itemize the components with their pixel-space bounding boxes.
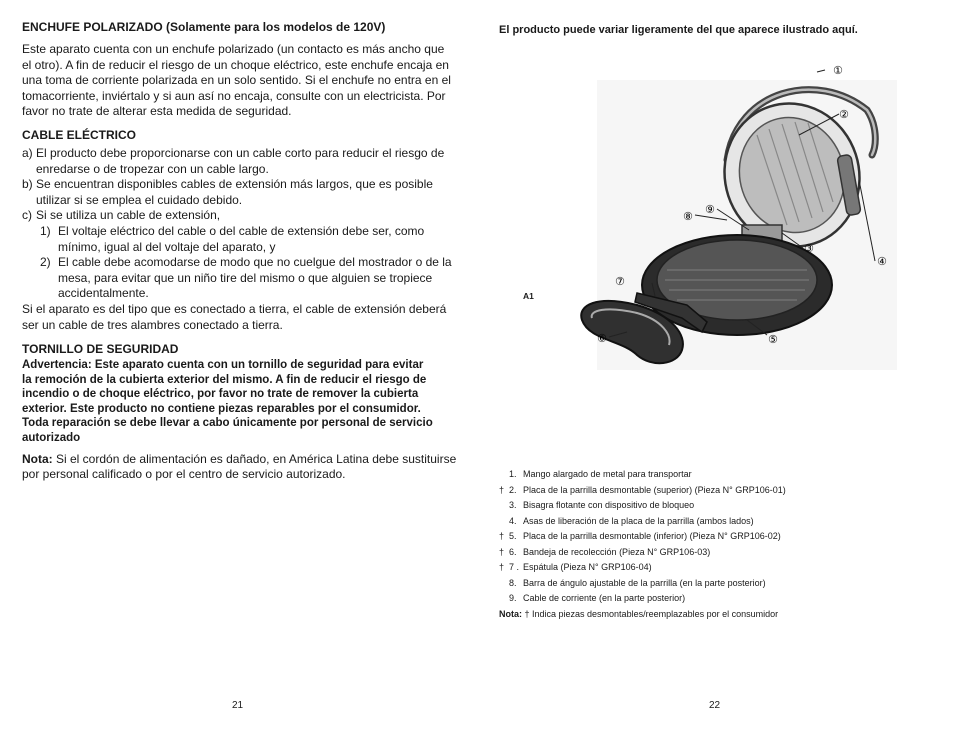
legend-item [499, 467, 939, 483]
callout-3: ③ [804, 242, 814, 255]
cord-item-c1-line: mínimo, igual al del voltaje del aparato, y [58, 239, 276, 254]
legend-number: 5. [509, 531, 517, 541]
legend-item [499, 498, 939, 514]
legend-note-text: † Indica piezas desmontables/reemplazables por el consumidor [522, 608, 779, 619]
legend-number: 4. [509, 515, 517, 526]
cord-item-c1-line: El voltaje eléctrico del cable o del cable de extensión debe ser, como [58, 223, 425, 238]
polarized-line: una toma de corriente polarizada en un solo sentido. Si el enchufe no entra en el [22, 73, 451, 88]
legend-number: 9. [509, 593, 517, 603]
safety-screw-section [22, 341, 462, 483]
warning-line: incendio o de choque eléctrico, por favor no trate de remover la cubierta [22, 388, 419, 401]
callout-6: ⑥ [597, 332, 607, 345]
safety-screw-heading: TORNILLO DE SEGURIDAD [22, 342, 179, 356]
cord-item-a [22, 146, 462, 177]
legend-note [499, 607, 939, 623]
callout-4: ④ [877, 255, 887, 268]
cord-item-c [22, 208, 462, 224]
warning-line: la remoción de la cubierta exterior del mismo. A fin de reducir el riesgo de [22, 373, 427, 386]
cord-item-c2 [22, 255, 462, 302]
list-marker: 1) [40, 223, 51, 238]
legend-item [499, 576, 939, 592]
cord-item-b [22, 177, 462, 208]
grill-illustration [577, 50, 917, 380]
legend-number: 8. [509, 577, 517, 588]
legend-text: Bandeja de recolección (Pieza N° GRP106-03) [523, 546, 711, 557]
legend-text: Espátula (Pieza N° GRP106-04) [523, 562, 652, 572]
cord-item-a-line: enredarse o de tropezar con un cable largo. [36, 161, 269, 176]
cord-item-c2-line: mesa, para evitar que un niño tire del mismo o que alguien se tropiece [58, 270, 433, 285]
page-number: 21 [232, 700, 244, 711]
dagger-mark: † [499, 484, 505, 495]
legend-number: 1. [509, 469, 517, 479]
note-line: por personal calificado o por el centro de servicio autorizado. [22, 467, 346, 482]
legend-item [499, 529, 939, 545]
callout-5: ⑤ [768, 333, 778, 346]
list-marker: b) [22, 177, 33, 192]
legend-item [499, 545, 939, 561]
right-page [477, 0, 954, 738]
polarized-plug-section [22, 19, 462, 120]
dagger-mark: † [499, 562, 505, 572]
list-marker: 2) [40, 255, 51, 270]
legend-text: Bisagra flotante con dispositivo de bloqueo [523, 500, 695, 510]
callout-2: ② [839, 108, 849, 121]
note-text: Si el cordón de alimentación es dañado, en América Latina debe sustituirse [52, 451, 457, 466]
legend-text: Asas de liberación de la placa de la parrilla (ambos lados) [523, 515, 754, 526]
legend-text: Mango alargado de metal para transportar [523, 469, 692, 479]
variation-notice: El producto puede variar ligeramente del que aparece ilustrado aquí. [499, 24, 858, 36]
cord-item-c2-line: accidentalmente. [58, 286, 149, 301]
cord-section [22, 127, 462, 333]
callout-7: ⑦ [615, 275, 625, 288]
polarized-plug-heading: ENCHUFE POLARIZADO (Solamente para los modelos de 120V) [22, 20, 386, 34]
warning-line: Toda reparación se debe llevar a cabo únicamente por personal de servicio [22, 417, 433, 430]
list-marker: c) [22, 208, 32, 223]
legend-item [499, 560, 939, 576]
cord-item-b-line: Se encuentran disponibles cables de extensión más largos, que es posible [36, 177, 433, 192]
legend-text: Placa de la parrilla desmontable (superior) (Pieza N° GRP106-01) [523, 484, 786, 495]
legend-item [499, 483, 939, 499]
legend-note-label: Nota: [499, 608, 522, 619]
cord-item-a-line: El producto debe proporcionarse con un cable corto para reducir el riesgo de [36, 146, 445, 160]
warning-line: autorizado [22, 431, 81, 444]
cord-heading: CABLE ELÉCTRICO [22, 128, 136, 142]
legend-text: Barra de ángulo ajustable de la parrilla (en la parte posterior) [523, 577, 766, 588]
callout-9: ⑨ [705, 203, 715, 216]
legend-text: Cable de corriente (en la parte posterior) [523, 593, 686, 603]
legend-text: Placa de la parrilla desmontable (inferior) (Pieza N° GRP106-02) [523, 531, 781, 541]
cord-item-c1 [22, 224, 462, 255]
list-marker: a) [22, 146, 33, 160]
cord-item-c2-line: El cable debe acomodarse de modo que no cuelgue del mostrador o de la [58, 255, 452, 270]
legend-number: 2. [509, 484, 517, 495]
ground-line: Si el aparato es del tipo que es conectado a tierra, el cable de extensión deberá [22, 301, 447, 316]
legend-number: 3. [509, 500, 517, 510]
polarized-line: Este aparato cuenta con un enchufe polarizado (un contacto es más ancho que [22, 42, 445, 56]
ground-line: ser un cable de tres alambres conectado a tierra. [22, 317, 283, 332]
polarized-line: el otro). A fin de reducir el riesgo de un choque eléctrico, este enchufe encaja en [22, 57, 449, 72]
note-label: Nota: [22, 451, 53, 466]
polarized-line: tomacorriente, inviértalo y si aun así no encaja, consulte con un electricista. Por [22, 88, 446, 103]
cord-item-c-line: Si se utiliza un cable de extensión, [36, 208, 221, 223]
dagger-mark: † [499, 546, 505, 557]
legend-number: 7 . [509, 562, 520, 572]
figure-label: A1 [523, 291, 534, 301]
cord-item-b-line: utilizar si se emplea el cuidado debido. [36, 192, 243, 207]
dagger-mark: † [499, 531, 505, 541]
polarized-line: favor no trate de alterar esta medida de seguridad. [22, 104, 292, 119]
warning-line: Advertencia: Este aparato cuenta con un tornillo de seguridad para evitar [22, 359, 424, 371]
legend-item [499, 591, 939, 607]
legend-item [499, 514, 939, 530]
legend-number: 6. [509, 546, 517, 557]
parts-legend [499, 467, 939, 622]
warning-line: exterior. Este producto no contiene piezas reparables por el consumidor. [22, 402, 421, 415]
page-number: 22 [709, 700, 721, 711]
note-line [22, 452, 462, 468]
callout-1: ① [833, 64, 843, 77]
callout-8: ⑧ [683, 210, 693, 223]
